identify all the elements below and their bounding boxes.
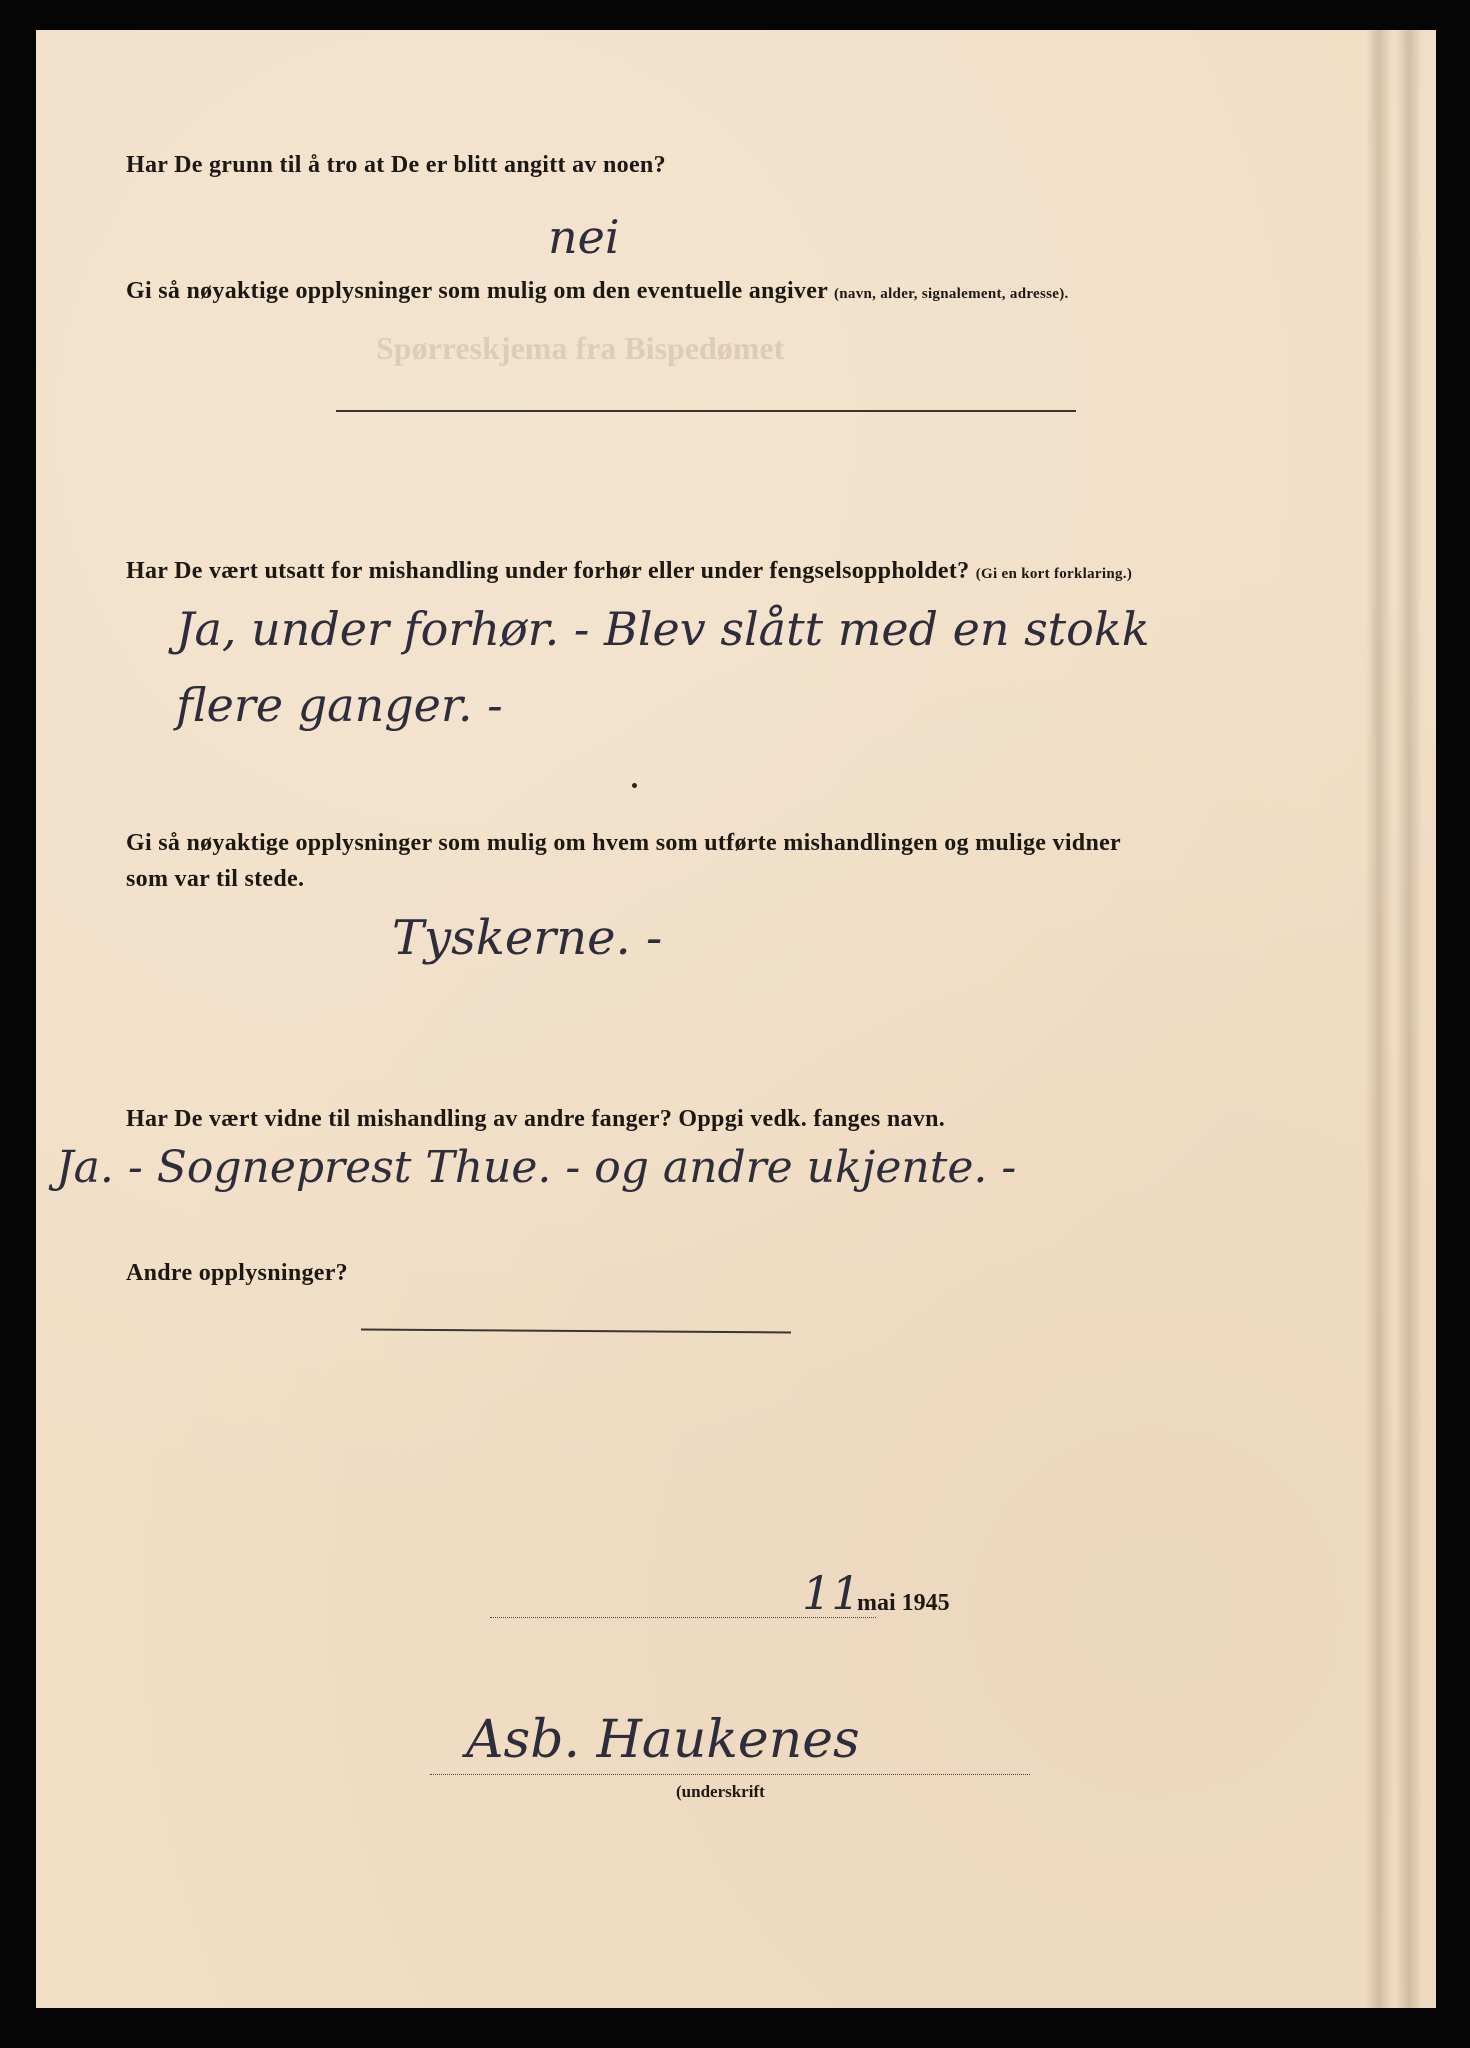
- handwritten-answer-informed-on: nei: [548, 210, 620, 264]
- question-other-info: Andre opplysninger?: [126, 1260, 348, 1286]
- handwritten-dash-line: [361, 1328, 791, 1333]
- question-informer-details: [126, 278, 1069, 305]
- question-informed-on: Har De grunn til å tro at De er blitt angitt av noen?: [126, 152, 666, 178]
- printed-date: mai 1945: [857, 1590, 950, 1616]
- question-mistreatment-note: (Gi en kort forklaring.): [975, 566, 1133, 582]
- question-perpetrators-line1: Gi så nøyaktige opplysninger som mulig om hvem som utførte mishandlingen og mulige vidner: [126, 830, 1121, 856]
- question-informer-details-note: (navn, alder, signalement, adresse).: [834, 286, 1069, 302]
- page-fold-shadow: [1396, 30, 1422, 2008]
- signature-label: (underskrift: [676, 1782, 765, 1801]
- page-fold-shadow: [1366, 30, 1392, 2008]
- handwritten-answer-mistreatment-line1: Ja, under forhør. - Blev slått med en stokk: [176, 602, 1150, 656]
- question-mistreatment: [126, 558, 1132, 585]
- question-witness: Har De vært vidne til mishandling av andre fanger? Oppgi vedk. fanges navn.: [126, 1106, 946, 1132]
- question-informer-details-text: Gi så nøyaktige opplysninger som mulig om den eventuelle angiver: [126, 278, 828, 304]
- date-dotted-line: [490, 1617, 876, 1618]
- handwritten-date-day: 11: [802, 1566, 861, 1620]
- question-mistreatment-text: Har De vært utsatt for mishandling under forhør eller under fengselsoppholdet?: [126, 558, 970, 584]
- document-page: [36, 30, 1436, 2008]
- question-perpetrators-line2: som var til stede.: [126, 866, 305, 892]
- handwritten-answer-mistreatment-line2: flere ganger. -: [176, 678, 503, 732]
- handwritten-dash-line: [336, 410, 1076, 412]
- handwritten-answer-witness: Ja. - Sogneprest Thue. - og andre ukjente. -: [56, 1142, 1017, 1193]
- ink-dot: [632, 783, 637, 788]
- bleed-through-title: Spørreskjema fra Bispedømet: [376, 330, 785, 366]
- handwritten-signature: Asb. Haukenes: [466, 1710, 860, 1770]
- handwritten-answer-perpetrators: Tyskerne. -: [392, 910, 663, 966]
- signature-dotted-line: [430, 1774, 1030, 1775]
